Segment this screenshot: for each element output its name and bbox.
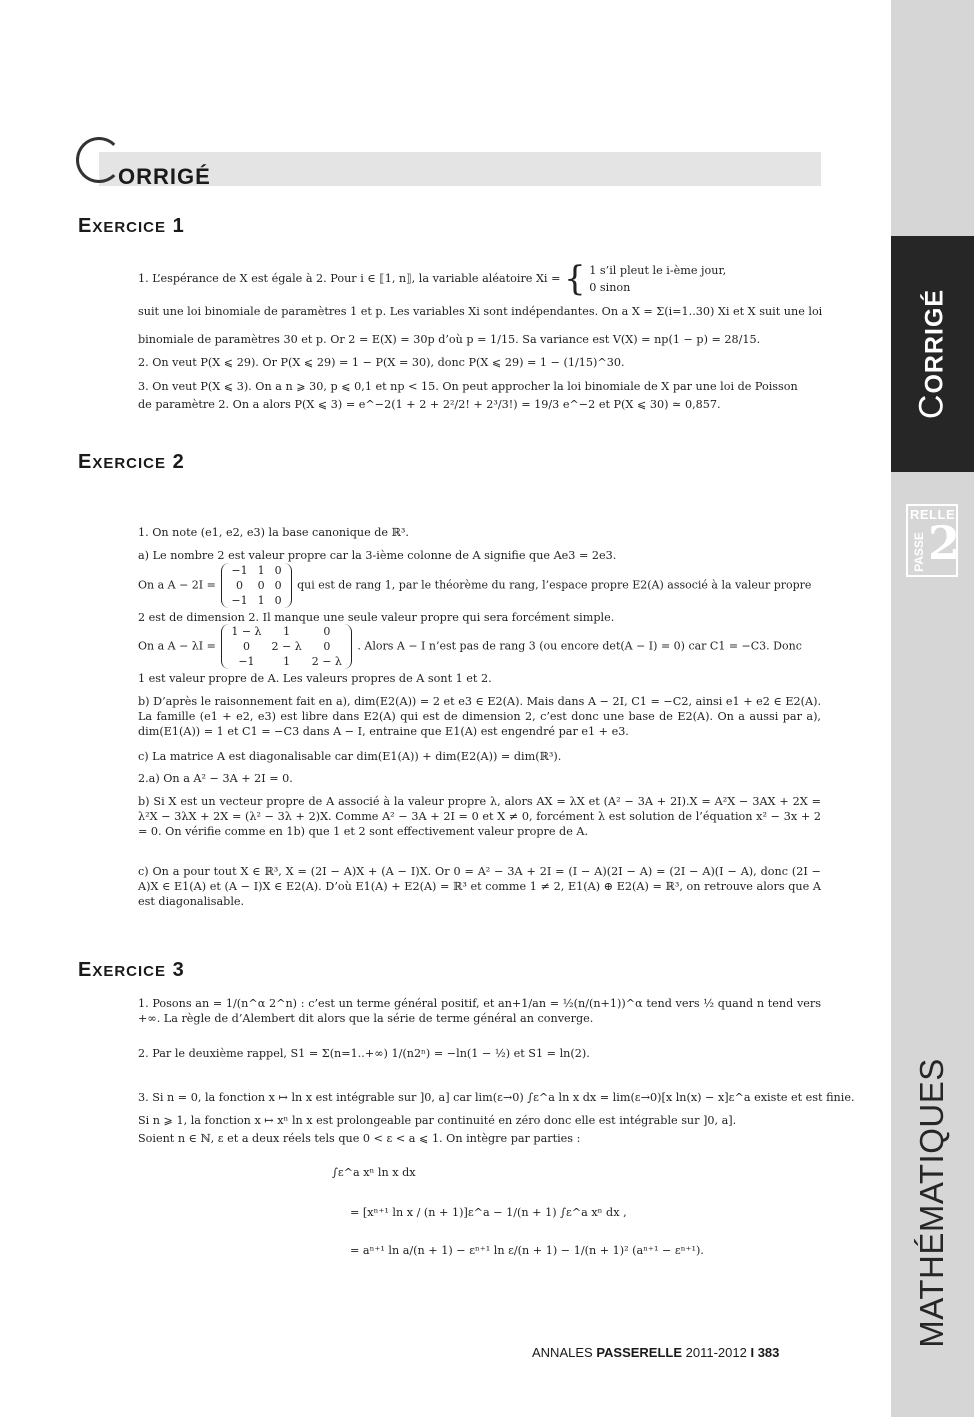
side-tab-initial: C [912, 393, 951, 420]
ex1-title-rest: XERCICE [92, 219, 167, 236]
ex1-line-4: 2. On veut P(X ⩽ 29). Or P(X ⩽ 29) = 1 − P(X = 30), donc P(X ⩽ 29) = 1 − (1/15)^30. [138, 356, 625, 369]
footer-year: 2011-2012 [682, 1345, 751, 1360]
matrix-cell: 1 [257, 594, 265, 607]
matrix-cell: 1 [283, 655, 291, 668]
passerelle-logo [906, 504, 961, 577]
ex2-matrix2-prefix: On a A − λI = [138, 639, 216, 653]
matrix-cell: 0 [242, 640, 250, 653]
matrix-cell: 0 [323, 640, 331, 653]
matrix-cell: 1 [283, 625, 291, 638]
matrix-cell: 1 − λ [231, 625, 262, 638]
ex3-line-4: Si n ⩾ 1, la fonction x ↦ xⁿ ln x est prolongeable par continuité en zéro donc elle est intégrable sur ]0, a]. [138, 1114, 737, 1127]
ex3-line-1: 1. Posons an = 1/(n^α 2^n) : c’est un terme général positif, et an+1/an = ½(n/(n+1))^α tend vers ½ quand n tend vers +∞. La règle de d’Alembert dit alors que la série de terme général an converge. [138, 997, 821, 1025]
brace-symbol: { [564, 259, 586, 299]
ex1-case-1: 1 s’il pleut le i-ème jour, [589, 264, 727, 277]
ex2-matrix-row-2 [138, 624, 802, 669]
ex3-line-3: 3. Si n = 0, la fonction x ↦ ln x est intégrable sur ]0, a] car lim(ε→0) ∫ε^a ln x dx = lim(ε→0)[x ln(x) − x]ε^a existe et est finie. [138, 1091, 855, 1104]
footer-annales: ANNALES [532, 1345, 597, 1360]
ex2-line-9: c) On a pour tout X ∈ ℝ³, X = (2I − A)X + (A − I)X. Or 0 = A² − 3A + 2I = (I − A)(2I − A) = (2I − A)(I − A), donc (2I − A)X ∈ E1(A) et (A − I)X ∈ E2(A). D’où E1(A) + E2(A) = ℝ³ et comme 1 ≠ 2, E1(A) ⊕ E2(A) = ℝ³, on retrouve alors que A est diagonalisable. [138, 865, 821, 908]
side-tab-rest: ORRIGÉ [920, 288, 949, 394]
ex2-matrix2-suffix: . Alors A − I n’est pas de rang 3 (ou encore det(A − I) = 0) car C1 = −C3. Donc [357, 639, 802, 653]
ex3-title-number: 3 [172, 959, 185, 981]
ex3-title-rest: XERCICE [92, 963, 167, 980]
ex2-title-initial: E [78, 451, 93, 473]
matrix-cell: 0 [323, 625, 331, 638]
ex1-line-1 [138, 259, 821, 299]
matrix-cell: 1 [257, 564, 265, 577]
ex2-line-8: b) Si X est un vecteur propre de A associé à la valeur propre λ, alors AX = λX et (A² − 3A + 2I).X = A²X − 3AX + 2X = λ²X − 3λX + 2X = (λ² − 3λ + 2)X. Comme A² − 3A + 2I = 0 et X ≠ 0, forcément λ est solution de l’équation x² − 3x + 2 = 0. On vérifie comme en 1b) que 1 et 2 sont effectivement valeur propre de A. [138, 795, 821, 838]
ex2-matrix1-suffix: qui est de rang 1, par le théorème du rang, l’espace propre E2(A) associé à la valeur propre [297, 578, 812, 592]
ex1-title-number: 1 [172, 215, 185, 237]
matrix-cell: 2 − λ [311, 655, 342, 668]
page-title: ORRIGÉ [118, 164, 211, 189]
ex2-line-2: a) Le nombre 2 est valeur propre car la 3-ième colonne de A signifie que Ae3 = 2e3. [138, 549, 617, 562]
matrix-cell: −1 [238, 655, 255, 668]
ex1-case-2: 0 sinon [589, 281, 631, 294]
matrix-cell: 0 [274, 594, 282, 607]
ex1-text-1: 1. L’espérance de X est égale à 2. Pour i ∈ ⟦1, n⟧, la variable aléatoire Xi = [138, 272, 561, 285]
ex2-line-6: c) La matrice A est diagonalisable car dim(E1(A)) + dim(E2(A)) = dim(ℝ³). [138, 750, 562, 763]
exercise-2-title [78, 451, 185, 474]
ex2-title-number: 2 [172, 451, 185, 473]
matrix-cell: 0 [257, 579, 265, 592]
logo-passe: PASSE [911, 532, 926, 572]
ex2-matrix1-prefix: On a A − 2I = [138, 578, 216, 592]
matrix-cell: 0 [274, 564, 282, 577]
ex2-title-rest: XERCICE [92, 455, 167, 472]
ex3-equation-1: ∫ε^a xⁿ ln x dx [332, 1166, 416, 1179]
ex1-line-2: suit une loi binomiale de paramètres 1 et p. Les variables Xi sont indépendantes. On a X = Σ(i=1..30) Xi et X suit une loi [138, 305, 823, 318]
header-c-letter [76, 137, 122, 183]
footer-brand: PASSERELLE [596, 1345, 683, 1360]
ex3-equation-3: = aⁿ⁺¹ ln a/(n + 1) − εⁿ⁺¹ ln ε/(n + 1) − 1/(n + 1)² (aⁿ⁺¹ − εⁿ⁺¹). [350, 1244, 704, 1257]
matrix-cell: −1 [231, 594, 248, 607]
matrix-cell: −1 [231, 564, 248, 577]
ex1-title-initial: E [78, 215, 93, 237]
matrix-a-minus-lambda-i [221, 624, 352, 669]
page-footer [532, 1345, 779, 1360]
ex1-line-6: de paramètre 2. On a alors P(X ⩽ 3) = e^−2(1 + 2 + 2²/2! + 2³/3!) = 19/3 e^−2 et P(X ⩽ 30) ≃ 0,857. [138, 398, 721, 411]
ex2-line-7: 2.a) On a A² − 3A + 2I = 0. [138, 772, 293, 785]
exercise-1-title [78, 215, 185, 238]
matrix-cell: 2 − λ [271, 640, 302, 653]
matrix-a-minus-2i [221, 563, 291, 608]
ex2-line-3: 2 est de dimension 2. Il manque une seule valeur propre qui sera forcément simple. [138, 611, 615, 624]
ex1-line-5: 3. On veut P(X ⩽ 3). On a n ⩾ 30, p ⩽ 0,1 et np < 15. On peut approcher la loi binomiale de X par une loi de Poisson [138, 380, 798, 393]
matrix-cell: 0 [235, 579, 243, 592]
logo-relle: RELLE [910, 507, 956, 522]
side-subject-label: MATHÉMATIQUES [913, 1058, 950, 1348]
matrix-cell: 0 [274, 579, 282, 592]
ex2-line-5: b) D’après le raisonnement fait en a), dim(E2(A)) = 2 et e3 ∈ E2(A). Mais dans A − 2I, C1 = −C2, ainsi e1 + e2 ∈ E2(A). La famille (e1 + e2, e3) est libre dans E2(A) qui est de dimension 2, c’est donc une base de E2(A). On a aussi par a), dim(E1(A)) = 1 et C1 = −C3 dans A − I, entraine que E1(A) est engendré par e1 + e3. [138, 695, 821, 738]
footer-separator: I [750, 1345, 755, 1360]
ex3-line-2: 2. Par le deuxième rappel, S1 = Σ(n=1..+∞) 1/(n2ⁿ) = −ln(1 − ½) et S1 = ln(2). [138, 1047, 590, 1060]
ex2-line-4: 1 est valeur propre de A. Les valeurs propres de A sont 1 et 2. [138, 672, 492, 685]
page-number: 383 [754, 1345, 780, 1360]
logo-number: 2 [928, 516, 961, 570]
ex3-line-5: Soient n ∈ ℕ, ε et a deux réels tels que 0 < ε < a ⩽ 1. On intègre par parties : [138, 1132, 581, 1145]
ex2-matrix-row-1 [138, 563, 811, 608]
ex2-line-1: 1. On note (e1, e2, e3) la base canonique de ℝ³. [138, 526, 409, 539]
ex3-equation-2: = [xⁿ⁺¹ ln x / (n + 1)]ε^a − 1/(n + 1) ∫ε^a xⁿ dx , [350, 1206, 627, 1219]
ex1-line-3: binomiale de paramètres 30 et p. Or 2 = E(X) = 30p d’où p = 1/15. Sa variance est V(X) = np(1 − p) = 28/15. [138, 333, 761, 346]
exercise-3-title [78, 959, 185, 982]
side-tab-corrige-label [913, 289, 952, 419]
ex3-title-initial: E [78, 959, 93, 981]
